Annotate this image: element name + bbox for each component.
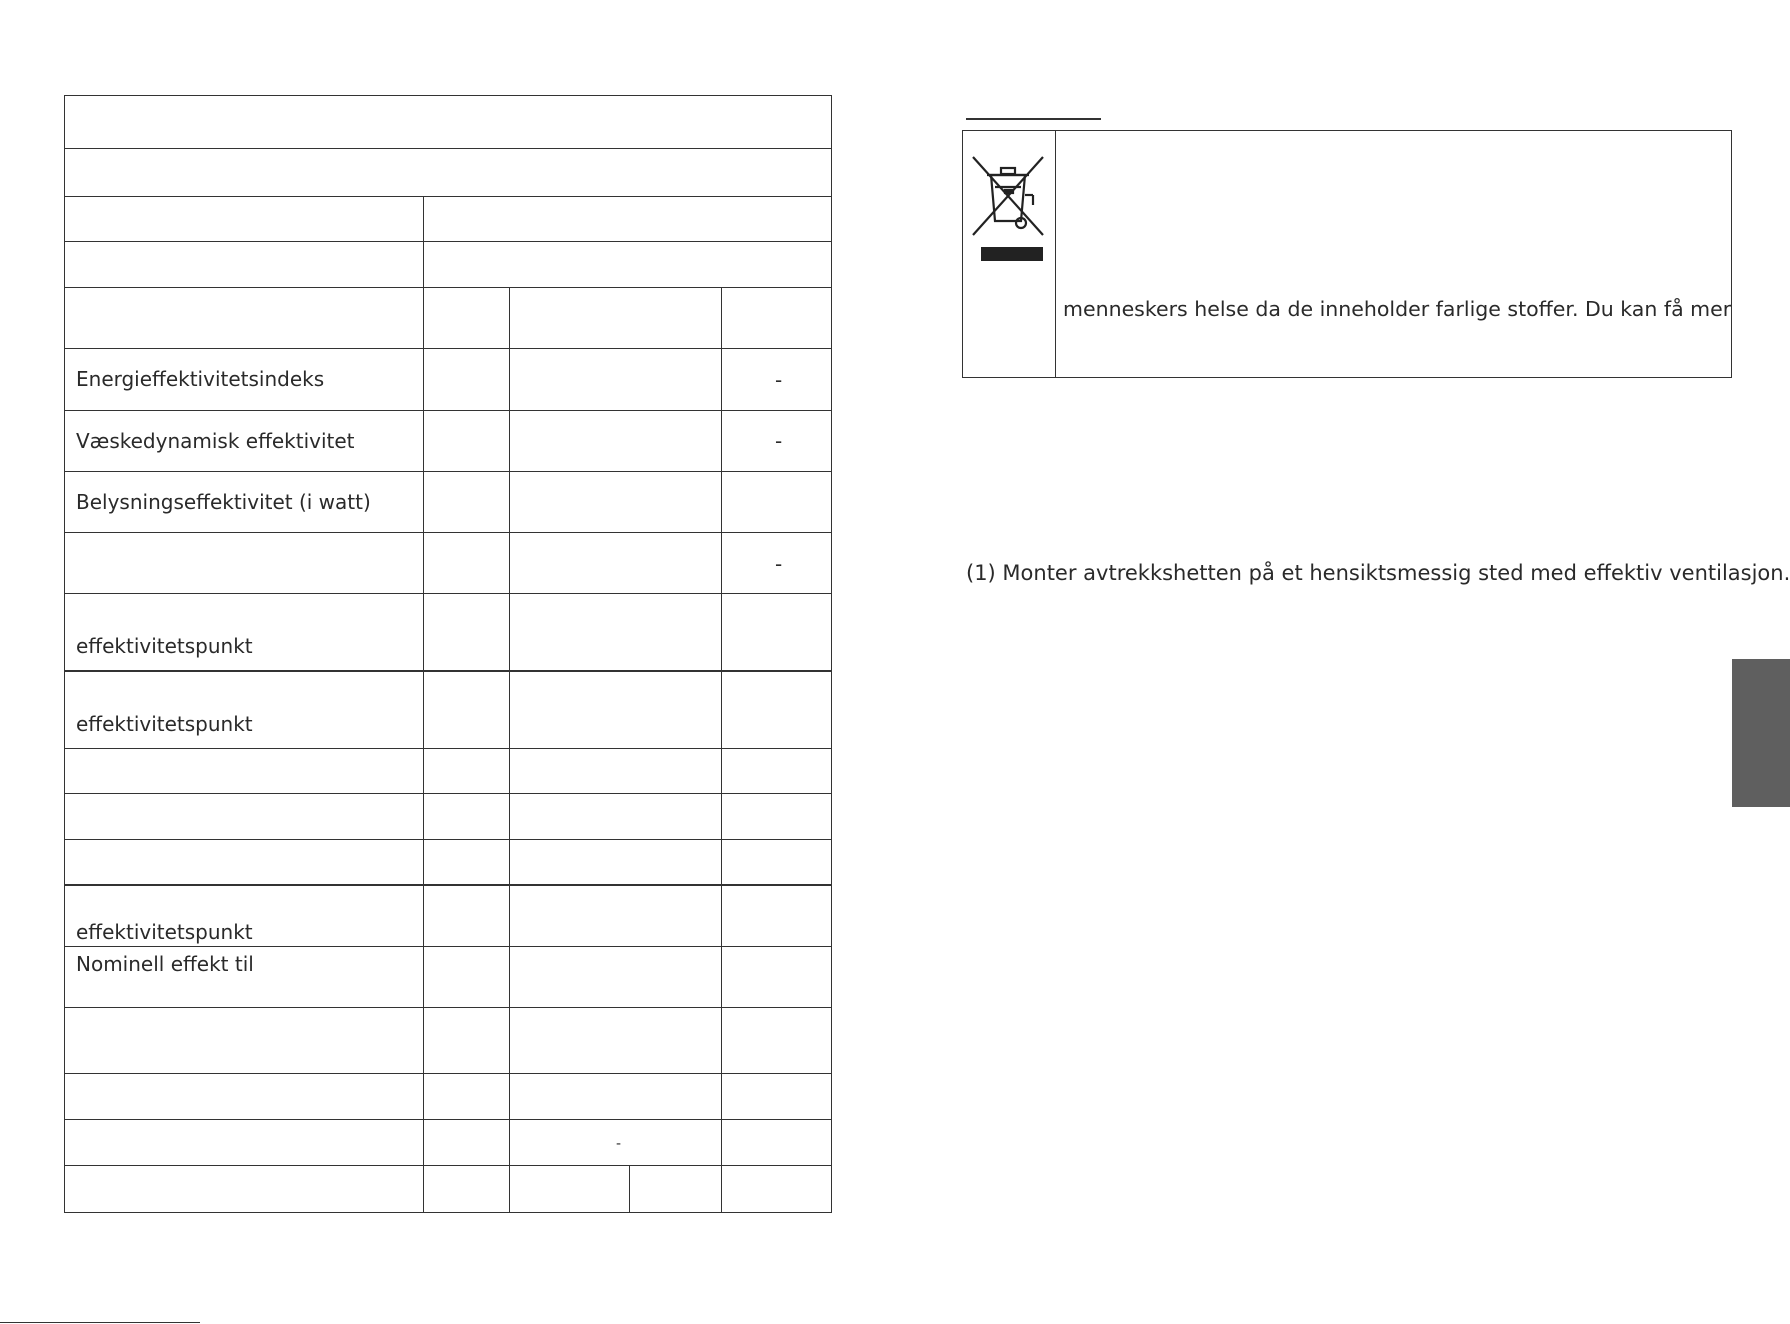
- table-rule: [65, 348, 831, 349]
- table-row-label: effektivitetspunkt: [76, 634, 253, 658]
- table-rule: [65, 196, 831, 197]
- product-information-table: [64, 95, 832, 1213]
- table-rule: [65, 1165, 831, 1166]
- footnote-separator: [0, 1322, 200, 1323]
- table-rule: [65, 748, 831, 749]
- table-rule: [65, 148, 831, 149]
- table-rule: [65, 241, 831, 242]
- table-rule: [65, 670, 831, 672]
- table-row-label: effektivitetspunkt: [76, 712, 253, 736]
- table-cell-dash: -: [616, 1136, 622, 1152]
- section-heading-underline: [966, 118, 1101, 120]
- table-column-rule: [721, 287, 722, 1212]
- table-rule: [65, 410, 831, 411]
- table-rule: [65, 532, 831, 533]
- table-column-rule: [423, 196, 424, 1212]
- crossed-out-wheelie-bin-icon: [969, 155, 1047, 265]
- table-rule: [65, 884, 831, 886]
- table-rule: [65, 793, 831, 794]
- table-column-rule: [509, 287, 510, 1212]
- table-rule: [65, 1073, 831, 1074]
- table-rule: [65, 946, 831, 947]
- table-row-label: Belysningseffektivitet (i watt): [76, 490, 371, 514]
- table-row-label: Nominell effekt til: [76, 952, 254, 976]
- weee-disposal-text: menneskers helse da de inneholder farlige stoffer. Du kan få mer: [1063, 297, 1732, 321]
- table-cell-dash: -: [775, 368, 783, 392]
- table-rule: [65, 471, 831, 472]
- table-rule: [65, 1119, 831, 1120]
- table-row-label: effektivitetspunkt: [76, 920, 253, 944]
- language-section-tab: [1732, 659, 1790, 807]
- table-row-label: Energieffektivitetsindeks: [76, 367, 325, 391]
- table-rule: [65, 1007, 831, 1008]
- table-rule: [65, 287, 831, 288]
- weee-divider: [1055, 131, 1056, 377]
- installation-step-1: (1) Monter avtrekkshetten på et hensiktsmessig sted med effektiv ventilasjon.: [966, 561, 1790, 585]
- weee-disposal-box: [962, 130, 1732, 378]
- table-row-label: Væskedynamisk effektivitet: [76, 429, 355, 453]
- table-cell-dash: -: [775, 552, 783, 576]
- table-cell-dash: -: [775, 429, 783, 453]
- table-rule: [65, 839, 831, 840]
- table-rule: [65, 593, 831, 594]
- table-column-rule: [629, 1165, 630, 1212]
